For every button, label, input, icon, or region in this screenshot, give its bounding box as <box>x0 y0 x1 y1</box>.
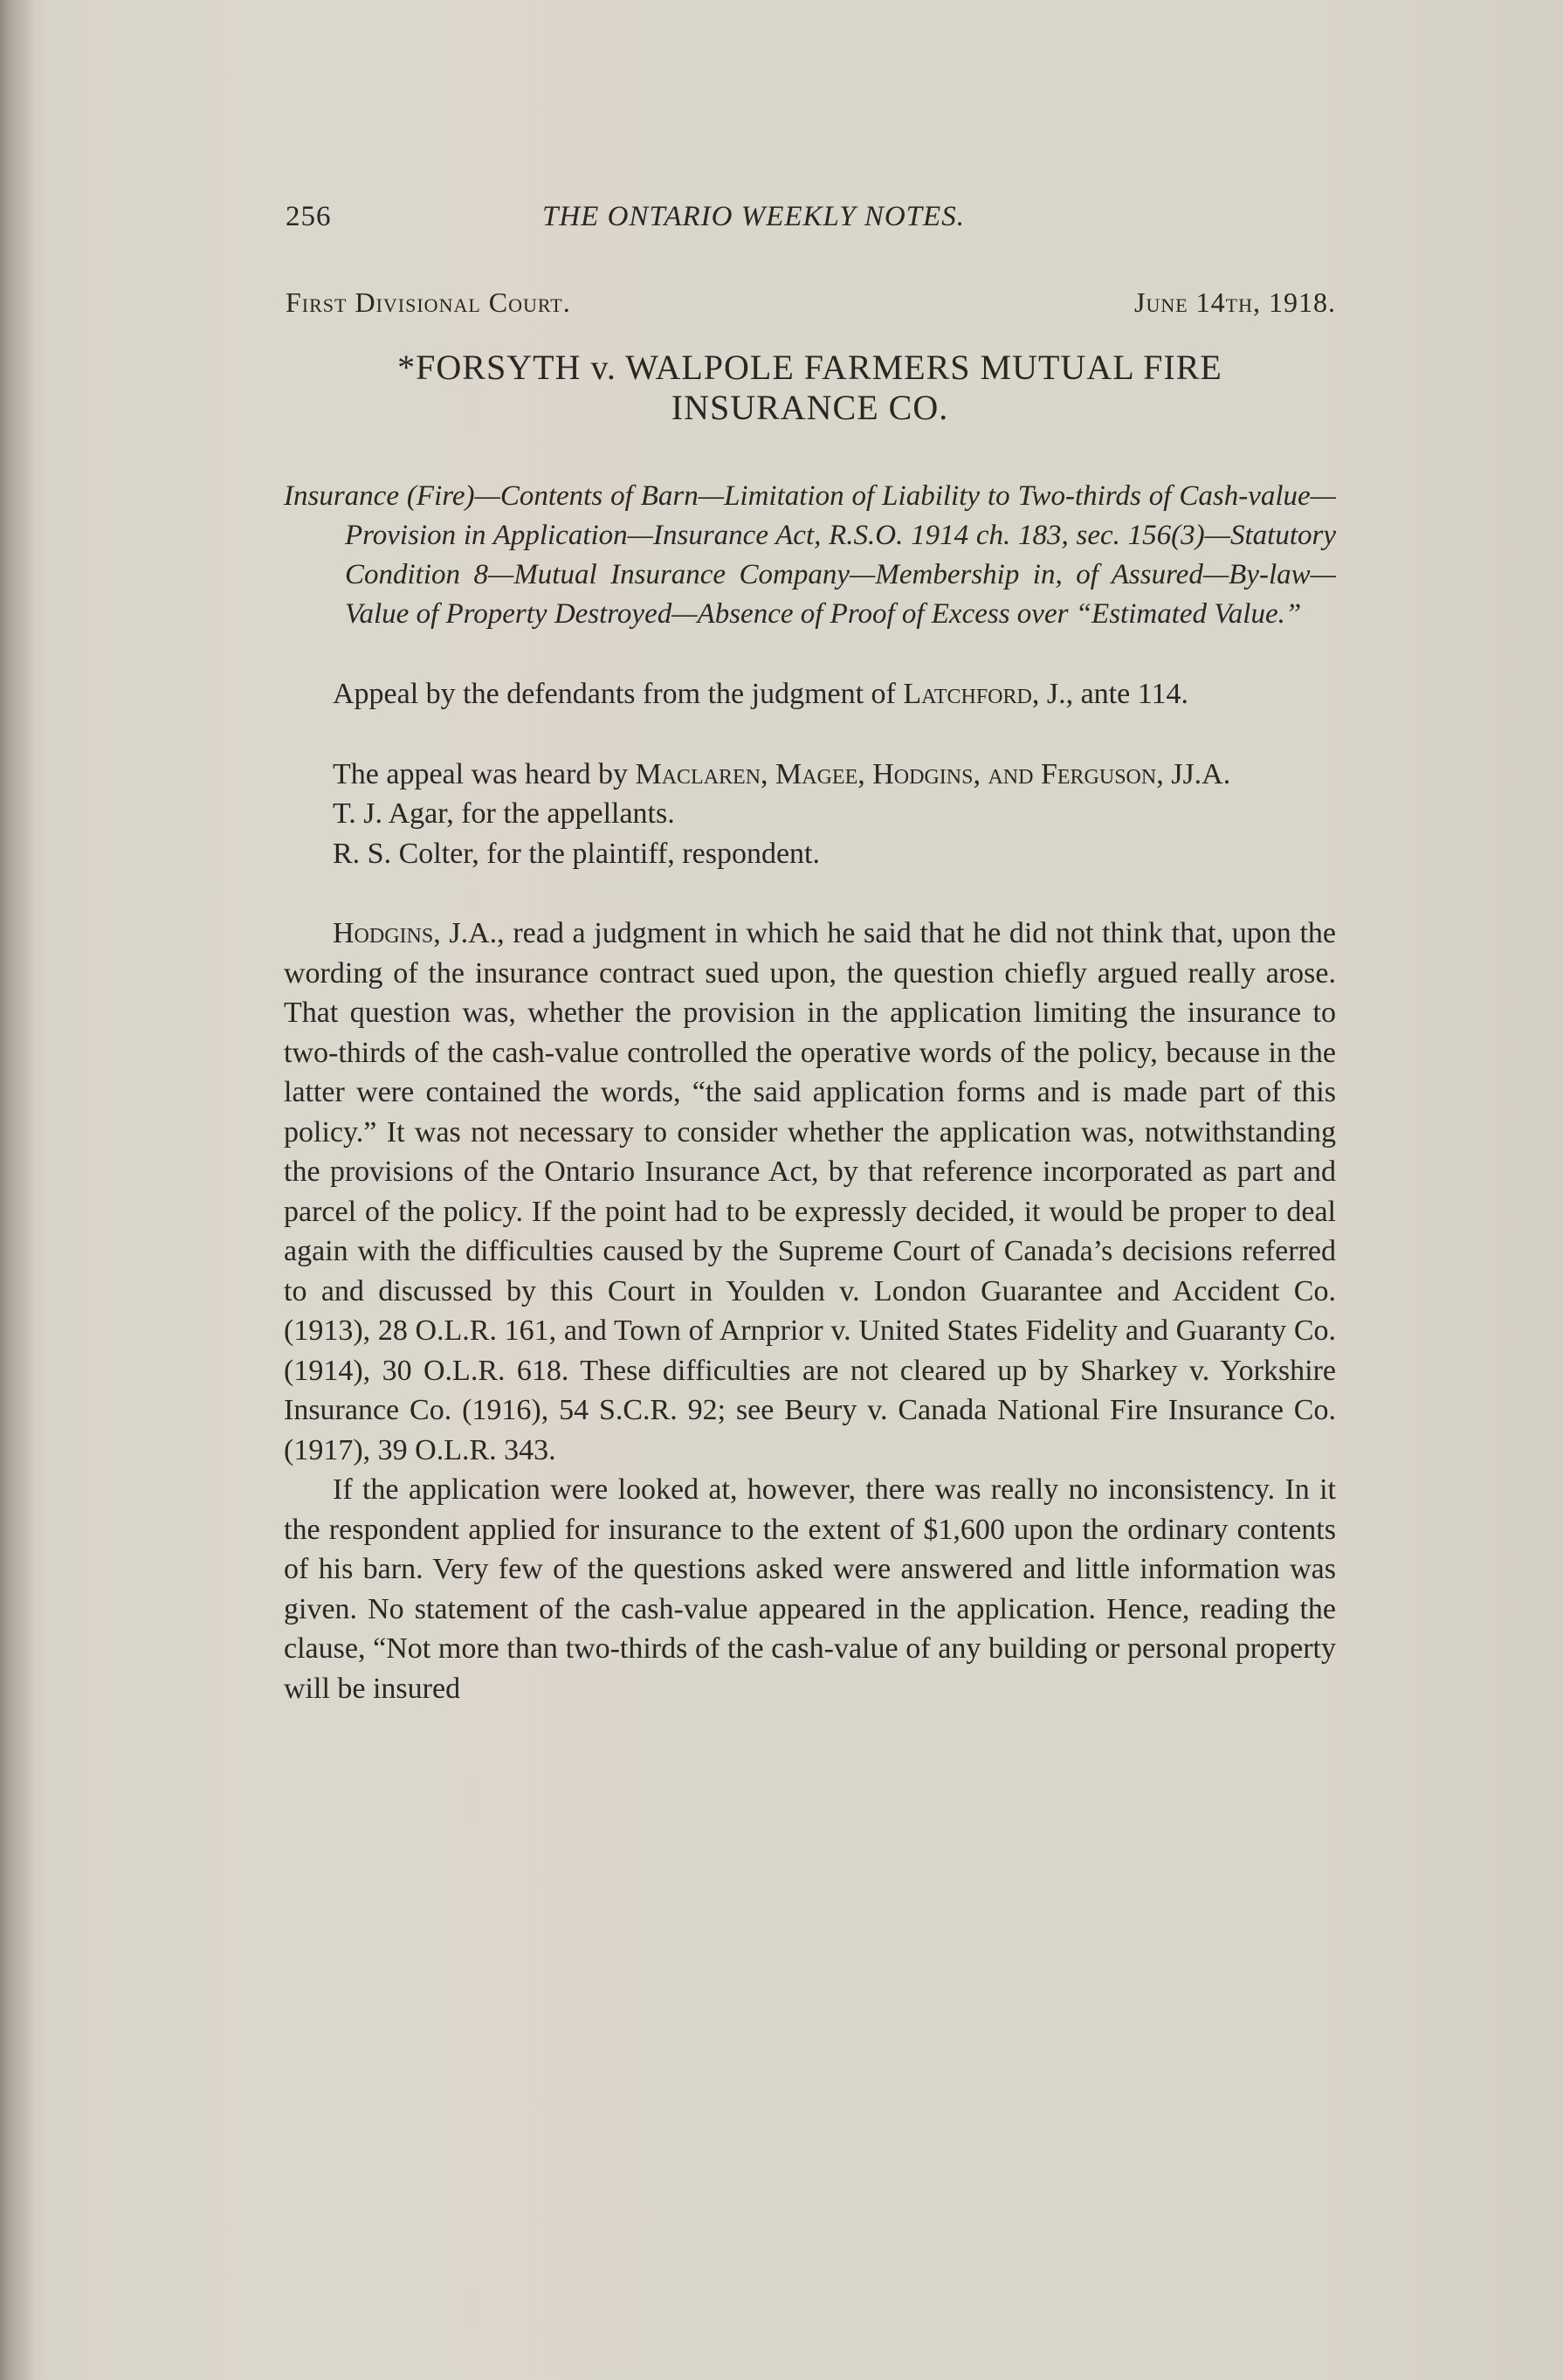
running-head <box>284 192 1336 245</box>
spacer <box>284 714 1336 755</box>
judgment-paragraph-1 <box>284 914 1336 1470</box>
judgment-judge: Hodgins <box>333 917 434 949</box>
counsel-appellants: T. J. Agar, for the appellants. <box>333 797 675 830</box>
page-content <box>284 192 1336 1708</box>
court-line <box>284 286 1336 339</box>
appeal-paragraph <box>284 674 1336 714</box>
spacer <box>284 873 1336 914</box>
panel-judges: Maclaren, Magee, Hodgins, and Ferguson <box>635 757 1157 790</box>
court-name: First Divisional Court. <box>286 286 571 318</box>
hearing-paragraph <box>284 755 1336 795</box>
judgment-text-1: , J.A., read a judgment in which he said that he did not think that, upon the wording of the insurance contract sued upon, the question chiefly argued really arose. That question was, whether the provision in the application limiting the insurance to two-thirds of the cash-value controlled the operative words of the policy, because in the latter were contained the words, “the said application forms and is made part of this policy.” It was not necessary to consider whether the application was, notwithstanding the provisions of the Ontario Insurance Act, by that reference incorporated as part and parcel of the policy. If the point had to be expressly decided, it would be proper to deal again with the difficulties caused by the Supreme Court of Canada’s decisions referred to and discussed by this Court in Youlden v. London Guarantee and Accident Co. (1913), 28 O.L.R. 161, and Town of Arnprior v. United States Fidelity and Guaranty Co. (1914), 30 O.L.R. 618. These difficulties are not cleared up by Sharkey v. Yorkshire Insurance Co. (1916), 54 S.C.R. 92; see Beury v. Canada National Fire Insurance Co. (1917), 39 O.L.R. 343. <box>284 917 1336 1466</box>
decision-date: June 14th, 1918. <box>1134 286 1336 318</box>
hearing-text: The appeal was heard by <box>333 757 636 790</box>
spacer <box>284 634 1336 674</box>
headnote: Insurance (Fire)—Contents of Barn—Limitation of Liability to Two-thirds of Cash-value—Provision in Application—Insurance Act, R.S.O. 1914 ch. 183, sec. 156(3)—Statutory Condition 8—Mutual Insurance Company—Membership in, of Assured—By-law—Value of Property Destroyed—Absence of Proof of Excess over “Estimated Value.” <box>284 480 1336 630</box>
appeal-text: Appeal by the defendants from the judgment of <box>333 678 904 710</box>
case-title: *FORSYTH v. WALPOLE FARMERS MUTUAL FIRE INSURANCE CO. <box>397 348 1222 427</box>
judgment-paragraph-2: If the application were looked at, however, there was really no inconsistency. In it the respondent applied for insurance to the extent of $1,600 upon the ordinary contents of his barn. Very few of the questions asked were answered and little information was given. No statement of the cash-value appeared in the application. Hence, reading the clause, “Not more than two-thirds of the cash-value of any building or personal property will be insured <box>284 1473 1336 1705</box>
counsel-respondent: R. S. Colter, for the plaintiff, respondent. <box>333 837 820 870</box>
appeal-citation: , J., ante 114. <box>1031 678 1188 710</box>
journal-title: THE ONTARIO WEEKLY NOTES. <box>542 201 965 232</box>
page-number: 256 <box>286 201 332 232</box>
trial-judge: Latchford <box>903 678 1032 710</box>
hearing-suffix: , JJ.A. <box>1156 757 1231 790</box>
binding-gutter <box>0 0 35 2380</box>
